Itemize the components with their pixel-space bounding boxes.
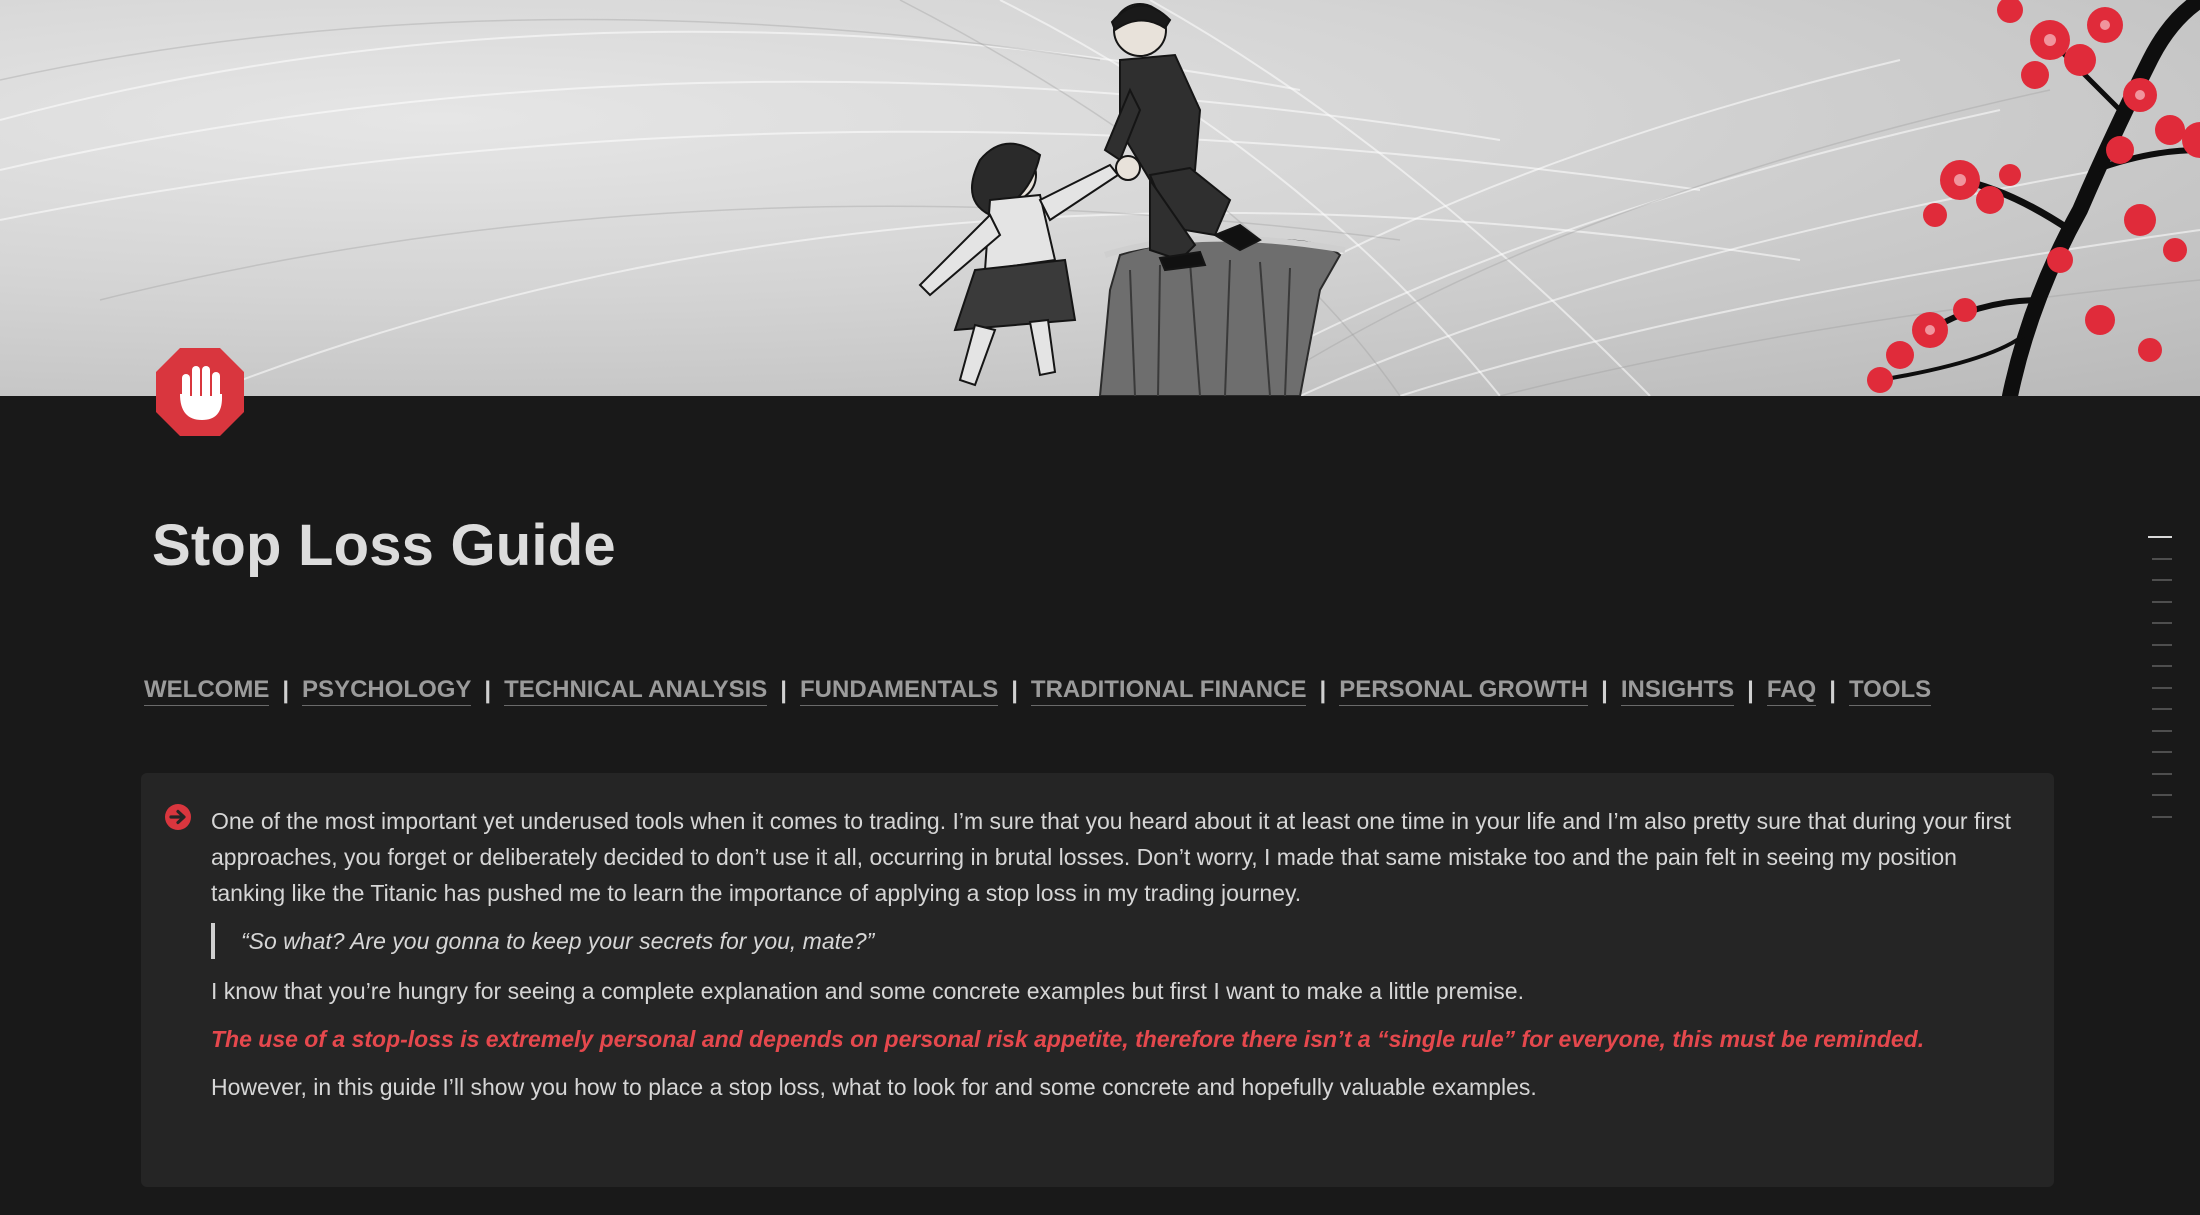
nav-link-insights[interactable]: INSIGHTS xyxy=(1621,676,1734,706)
outline-marker[interactable] xyxy=(2152,730,2172,732)
nav-separator: | xyxy=(780,677,787,704)
outline-marker[interactable] xyxy=(2152,601,2172,603)
nav-separator: | xyxy=(1601,677,1608,704)
nav-link-personal-growth[interactable]: PERSONAL GROWTH xyxy=(1339,676,1588,706)
outline-marker[interactable] xyxy=(2152,665,2172,667)
nav-link-fundamentals[interactable]: FUNDAMENTALS xyxy=(800,676,998,706)
outline-marker[interactable] xyxy=(2148,536,2172,538)
intro-paragraph[interactable]: One of the most important yet underused tools when it comes to trading. I’m sure that you heard about it at least one time in your life and I’m also pretty sure that during your first approaches, you forget or deliberately decided to don’t use it all, occurring in brutal losses. Don’t worry, I made that same mistake too and the pain felt in seeing my position tanking like the Titanic has pushed me to learn the importance of applying a stop loss in my trading journey. xyxy=(211,808,2012,906)
page-title[interactable]: Stop Loss Guide xyxy=(152,513,616,578)
outline-marker[interactable] xyxy=(2152,687,2172,689)
nav-separator: | xyxy=(484,677,492,704)
outline-marker[interactable] xyxy=(2152,579,2172,581)
nav-link-technical-analysis[interactable]: TECHNICAL ANALYSIS xyxy=(504,676,767,706)
outline-marker[interactable] xyxy=(2152,644,2172,646)
nav-link-welcome[interactable]: WELCOME xyxy=(144,676,269,706)
nav-separator: | xyxy=(1747,677,1754,704)
callout-content xyxy=(211,803,2021,1117)
nav-separator: | xyxy=(1011,677,1018,704)
nav-separator: | xyxy=(1319,677,1327,704)
nav-link-faq[interactable]: FAQ xyxy=(1767,676,1816,706)
outline-marker[interactable] xyxy=(2152,622,2172,624)
outline-minimap[interactable] xyxy=(2146,536,2172,837)
arrow-right-circle-icon[interactable] xyxy=(164,803,192,831)
outline-marker[interactable] xyxy=(2152,751,2172,753)
intro-callout[interactable] xyxy=(141,773,2054,1187)
cover-image[interactable] xyxy=(0,0,2200,396)
nav-separator: | xyxy=(282,677,290,704)
warning-paragraph[interactable]: The use of a stop-loss is extremely personal and depends on personal risk appetite, therefore there isn’t a “single rule” for everyone, this must be reminded. xyxy=(211,1026,1925,1052)
quote-block[interactable]: “So what? Are you gonna to keep your secrets for you, mate?” xyxy=(211,923,2021,959)
premise-paragraph[interactable]: I know that you’re hungry for seeing a complete explanation and some concrete examples but first I want to make a little premise. xyxy=(211,978,1524,1004)
cover-illustration xyxy=(0,0,2200,396)
outline-marker[interactable] xyxy=(2152,773,2172,775)
outline-marker[interactable] xyxy=(2152,816,2172,818)
nav-separator: | xyxy=(1829,677,1836,704)
stop-hand-icon[interactable] xyxy=(152,344,248,440)
closing-paragraph[interactable]: However, in this guide I’ll show you how to place a stop loss, what to look for and some concrete and hopefully valuable examples. xyxy=(211,1074,1537,1100)
nav-link-psychology[interactable]: PSYCHOLOGY xyxy=(302,676,471,706)
outline-marker[interactable] xyxy=(2152,794,2172,796)
nav-link-traditional-finance[interactable]: TRADITIONAL FINANCE xyxy=(1031,676,1307,706)
outline-marker[interactable] xyxy=(2152,558,2172,560)
section-navigation xyxy=(144,676,1931,706)
outline-marker[interactable] xyxy=(2152,708,2172,710)
nav-link-tools[interactable]: TOOLS xyxy=(1849,676,1931,706)
